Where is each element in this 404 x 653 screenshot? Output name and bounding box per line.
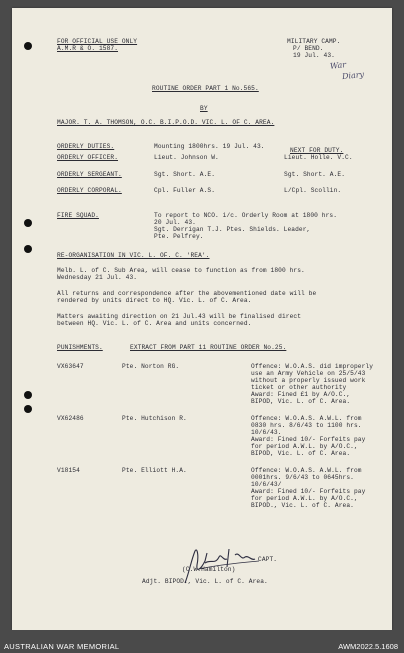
reorg-paragraph-line: Matters awaiting direction on 21 Jul.43 will be finalised direct — [57, 313, 302, 320]
punishment-line: 0830 hrs. 8/6/43 to 1100 hrs. — [251, 422, 362, 429]
punishment-line: 10/6/43/ — [251, 481, 282, 488]
service-number: VX62486 — [57, 415, 84, 422]
punishment-line: BIPOD., Vic. L. of C. Area. — [251, 502, 354, 509]
fire-squad-line: Pte. Pelfrey. — [154, 233, 204, 240]
duty-label: ORDERLY OFFICER. — [57, 154, 119, 161]
punishment-line: Offence: W.O.A.S. A.W.L. from — [251, 467, 362, 474]
reference-code: A.M.R & O. 1587. — [57, 45, 119, 52]
duty-next: NEXT FOR DUTY. — [290, 147, 344, 154]
fire-squad-label: FIRE SQUAD. — [57, 212, 99, 219]
soldier-name: Pte. Norton RG. — [122, 363, 180, 370]
duty-today: Mounting 1800hrs. 19 Jul. 43. — [154, 143, 265, 150]
punishment-line: Offence: W.O.A.S. did improperly — [251, 363, 374, 370]
fire-squad-line: To report to NCO. i/c. Orderly Room at 1800 hrs. — [154, 212, 338, 219]
punishment-line: Offence: W.O.A.S. A.W.L. from — [251, 415, 362, 422]
footer-institution: AUSTRALIAN WAR MEMORIAL — [4, 642, 120, 651]
punishment-line: 0001hrs. 9/6/43 to 0645hrs. — [251, 474, 354, 481]
duty-next: Sgt. Short. A.E. — [284, 171, 346, 178]
fire-squad-line: 20 Jul. 43. — [154, 219, 196, 226]
punch-hole — [24, 405, 32, 413]
security-marking: FOR OFFICIAL USE ONLY — [57, 38, 138, 45]
punishment-line: BIPOD, Vic. L. of C. Area. — [251, 398, 351, 405]
punch-hole — [24, 245, 32, 253]
order-date: 19 Jul. 43. — [293, 52, 335, 59]
reorg-paragraph-line: All returns and correspondence after the abovementioned date will be — [57, 290, 317, 297]
document-page — [12, 8, 392, 630]
punishment-line: for period A.W.L. by A/O.C., — [251, 443, 358, 450]
duty-label: ORDERLY CORPORAL. — [57, 187, 122, 194]
duty-label: ORDERLY DUTIES. — [57, 143, 115, 150]
archive-footer — [0, 630, 404, 653]
punishment-line: Award: Fined 10/- Forfeits pay — [251, 436, 366, 443]
punch-hole — [24, 42, 32, 50]
punishment-line: 10/6/43. — [251, 429, 282, 436]
footer-accession-number: AWM2022.5.1608 — [338, 642, 398, 651]
service-number: VX63647 — [57, 363, 84, 370]
camp-location: P/ BEND. — [293, 45, 324, 52]
duty-today: Sgt. Short. A.E. — [154, 171, 216, 178]
punch-hole — [24, 391, 32, 399]
reorg-heading: RE-ORGANISATION IN VIC. L. OF. C. 'REA'. — [57, 252, 210, 259]
duty-label: ORDERLY SERGEANT. — [57, 171, 122, 178]
reorg-paragraph-line: rendered by units direct to HQ. Vic. L. of C. Area. — [57, 297, 252, 304]
punishment-line: Award: Fined £1 by A/O.C., — [251, 391, 351, 398]
order-title: ROUTINE ORDER PART 1 No.565. — [152, 85, 259, 92]
handwritten-annotation-diary: Diary — [341, 69, 365, 82]
reorg-paragraph-line: Melb. L. of C. Sub Area, will cease to function as from 1800 hrs. — [57, 267, 305, 274]
punishments-heading: PUNISHMENTS. — [57, 344, 103, 351]
signatory-role: Adjt. BIPOD., Vic. L. of C. Area. — [142, 578, 268, 585]
punch-hole — [24, 219, 32, 227]
soldier-name: Pte. Elliott H.A. — [122, 467, 187, 474]
punishments-extract: EXTRACT FROM PART 11 ROUTINE ORDER No.25. — [130, 344, 287, 351]
duty-next: Lieut. Holle. V.C. — [284, 154, 353, 161]
punishment-line: without a properly issued work — [251, 377, 366, 384]
punishment-line: use an Army Vehicle on 25/5/43 — [251, 370, 366, 377]
duty-next: L/Cpl. Scollin. — [284, 187, 342, 194]
signatory-name: (C.W.Hamilton) — [182, 566, 236, 573]
punishment-line: for period A.W.L. by A/O.C., — [251, 495, 358, 502]
issuing-officer: MAJOR. T. A. THOMSON, O.C. B.I.P.O.D. VIC. L. OF C. AREA. — [57, 119, 275, 126]
punishment-line: Award: Fined 10/- Forfeits pay — [251, 488, 366, 495]
punishment-line: ticket or other authority — [251, 384, 347, 391]
signatory-rank: CAPT. — [258, 556, 278, 563]
duty-today: Lieut. Johnson W. — [154, 154, 219, 161]
service-number: V18154 — [57, 467, 80, 474]
reorg-paragraph-line: between HQ. Vic. L. of C. Area and units concerned. — [57, 320, 252, 327]
fire-squad-line: Sgt. Derrigan T.J. Ptes. Shields. Leader, — [154, 226, 311, 233]
reorg-paragraph-line: Wednesday 21 Jul. 43. — [57, 274, 138, 281]
soldier-name: Pte. Hutchison R. — [122, 415, 187, 422]
camp-name: MILITARY CAMP. — [287, 38, 341, 45]
handwritten-annotation-war: War — [329, 60, 347, 71]
duty-today: Cpl. Fuller A.S. — [154, 187, 216, 194]
punishment-line: BIPOD, Vic. L. of C. Area. — [251, 450, 351, 457]
order-by: BY — [200, 105, 208, 112]
